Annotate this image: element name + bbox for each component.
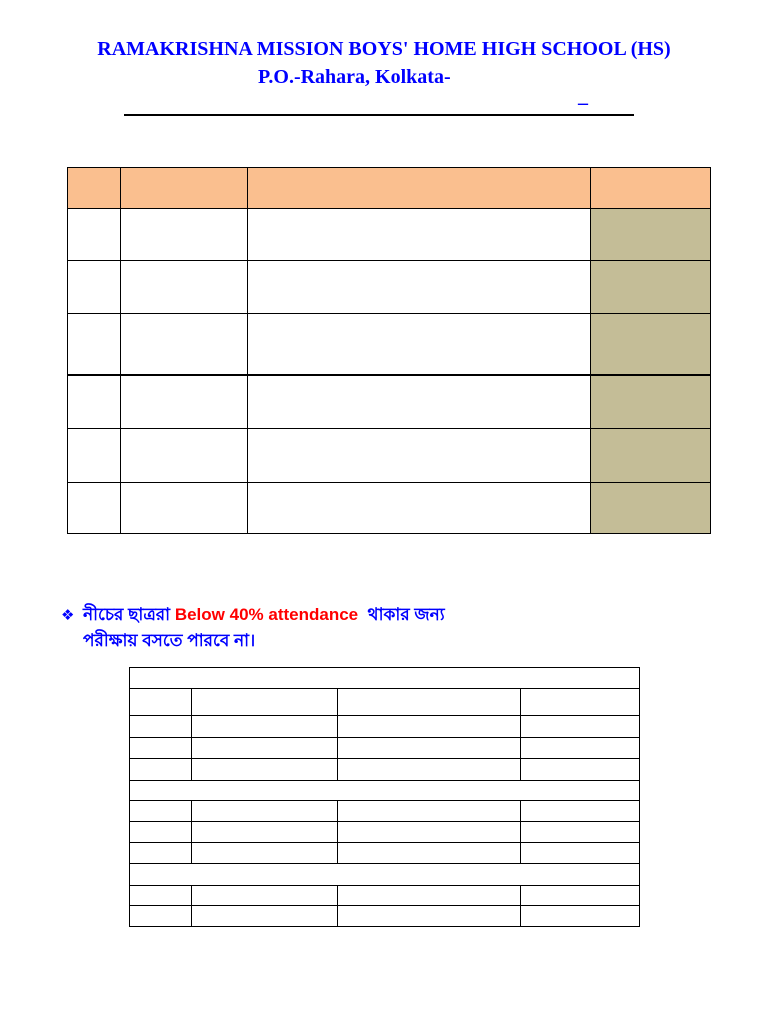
table-cell [248,429,591,483]
table-cell [130,738,192,759]
table-section-row [130,781,640,801]
header-cell [591,168,711,209]
table-cell [192,738,338,759]
table-cell [338,886,521,906]
table-cell [130,906,192,927]
table-cell [121,261,248,314]
shaded-cell [591,483,711,534]
table-cell [130,886,192,906]
notice-line-2: পরীক্ষায় বসতে পারবে না। [83,631,256,650]
table-cell [130,689,192,716]
table-cell [192,822,338,843]
shaded-cell [591,209,711,261]
table-cell [248,261,591,314]
table-row [130,906,640,927]
table-cell [130,801,192,822]
attendance-notice [83,602,445,654]
table-row [130,738,640,759]
table-cell [68,209,121,261]
table-section-row [130,668,640,689]
table-cell [121,483,248,534]
table-cell [521,738,640,759]
shaded-cell [591,375,711,429]
shaded-cell [591,261,711,314]
table-cell [192,906,338,927]
table-cell [192,716,338,738]
table-row [130,886,640,906]
table-row [68,209,711,261]
table-row [68,314,711,375]
table-cell [338,906,521,927]
table-row [68,261,711,314]
underscore-mark: _ [578,85,588,107]
table-cell [68,429,121,483]
info-table [67,167,711,534]
table-row [130,822,640,843]
table-row [130,843,640,864]
table-cell [192,843,338,864]
table-cell [121,375,248,429]
table-cell [68,261,121,314]
table-cell [248,314,591,375]
table-cell [192,886,338,906]
table-cell [521,843,640,864]
table-row [68,429,711,483]
table-row [68,375,711,429]
section-cell [130,668,640,689]
low-attendance-table [129,667,640,927]
table-cell [338,822,521,843]
table-row [130,689,640,716]
notice-reason-text: থাকার জন্য [358,605,445,624]
table-cell [338,759,521,781]
table-cell [521,689,640,716]
table-cell [338,716,521,738]
section-cell [130,864,640,886]
table-cell [521,759,640,781]
shaded-cell [591,429,711,483]
table-cell [521,716,640,738]
shaded-cell [591,314,711,375]
table-header-row [68,168,711,209]
table-cell [521,822,640,843]
table-cell [121,429,248,483]
header-cell [248,168,591,209]
table-cell [521,886,640,906]
table-cell [130,716,192,738]
school-address: P.O.-Rahara, Kolkata- [258,66,451,88]
table-cell [192,801,338,822]
table-row [130,716,640,738]
table-cell [248,209,591,261]
table-cell [192,689,338,716]
table-cell [248,375,591,429]
header-rule [124,114,634,116]
table-row [130,759,640,781]
header-cell [121,168,248,209]
table-cell [130,759,192,781]
table-cell [248,483,591,534]
section-cell [130,781,640,801]
school-name: RAMAKRISHNA MISSION BOYS' HOME HIGH SCHOOL (HS) [97,38,671,60]
table-cell [338,801,521,822]
table-cell [130,843,192,864]
table-row [130,801,640,822]
table-cell [338,738,521,759]
table-cell [130,822,192,843]
table-cell [121,209,248,261]
table-cell [68,483,121,534]
table-cell [121,314,248,375]
header-cell [68,168,121,209]
table-cell [521,801,640,822]
table-cell [192,759,338,781]
notice-students-text: নীচের ছাত্ররা [83,605,175,624]
table-row [68,483,711,534]
table-cell [521,906,640,927]
attendance-threshold-text: Below 40% attendance [174,605,359,624]
table-section-row [130,864,640,886]
diamond-bullet-icon [61,602,74,628]
table-cell [338,843,521,864]
table-cell [68,314,121,375]
table-cell [68,375,121,429]
table-cell [338,689,521,716]
notice-line-1 [83,602,445,628]
